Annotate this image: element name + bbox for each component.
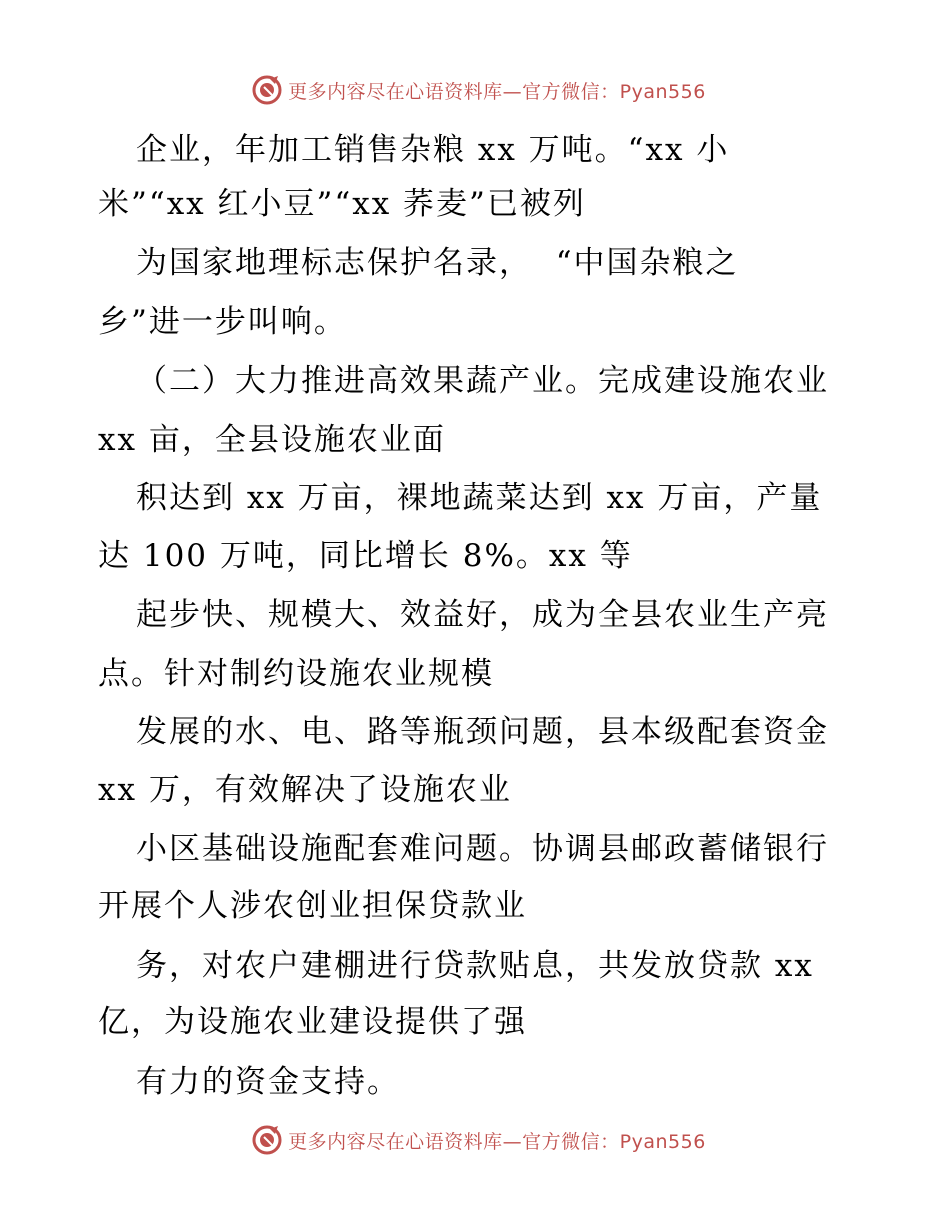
paragraph-line: 务，对农户建棚进行贷款贴息，共发放贷款 xx — [136, 948, 814, 984]
paragraph-line: 亿，为设施农业建设提供了强 — [98, 1004, 527, 1040]
paragraph-line: 点。针对制约设施农业规模 — [98, 656, 494, 692]
header-banner — [0, 70, 950, 110]
footer-banner-text: 更多内容尽在心语资料库—官方微信：Pyan556 — [288, 1130, 706, 1153]
paragraph-line: 乡”进一步叫响。 — [98, 304, 347, 340]
paragraph-line: 达 100 万吨，同比增长 8%。xx 等 — [98, 538, 633, 574]
paragraph-line: 开展个人涉农创业担保贷款业 — [98, 888, 527, 924]
footer-banner — [0, 1120, 950, 1160]
paragraph-line: 米”“xx 红小豆”“xx 荞麦”已被列 — [98, 186, 586, 222]
paragraph-line: xx 万，有效解决了设施农业 — [98, 772, 512, 808]
paragraph-line: 企业，年加工销售杂粮 xx 万吨。“xx 小 — [136, 132, 730, 168]
header-banner-text: 更多内容尽在心语资料库—官方微信：Pyan556 — [288, 80, 706, 103]
paragraph-line: 积达到 xx 万亩，裸地蔬菜达到 xx 万亩，产量 — [136, 480, 823, 516]
pen-logo-icon — [252, 75, 282, 105]
paragraph-line: 为国家地理标志保护名录， “中国杂粮之 — [136, 245, 739, 281]
paragraph-line: 起步快、规模大、效益好，成为全县农业生产亮 — [136, 597, 829, 633]
paragraph-line: xx 亩，全县设施农业面 — [98, 422, 446, 458]
paragraph-line: 小区基础设施配套难问题。协调县邮政蓄储银行 — [136, 831, 829, 867]
paragraph-line: 发展的水、电、路等瓶颈问题，县本级配套资金 — [136, 714, 829, 750]
paragraph-line: 有力的资金支持。 — [136, 1064, 400, 1100]
pen-logo-icon — [252, 1125, 282, 1155]
paragraph-line: （二）大力推进高效果蔬产业。完成建设施农业 — [136, 363, 829, 399]
